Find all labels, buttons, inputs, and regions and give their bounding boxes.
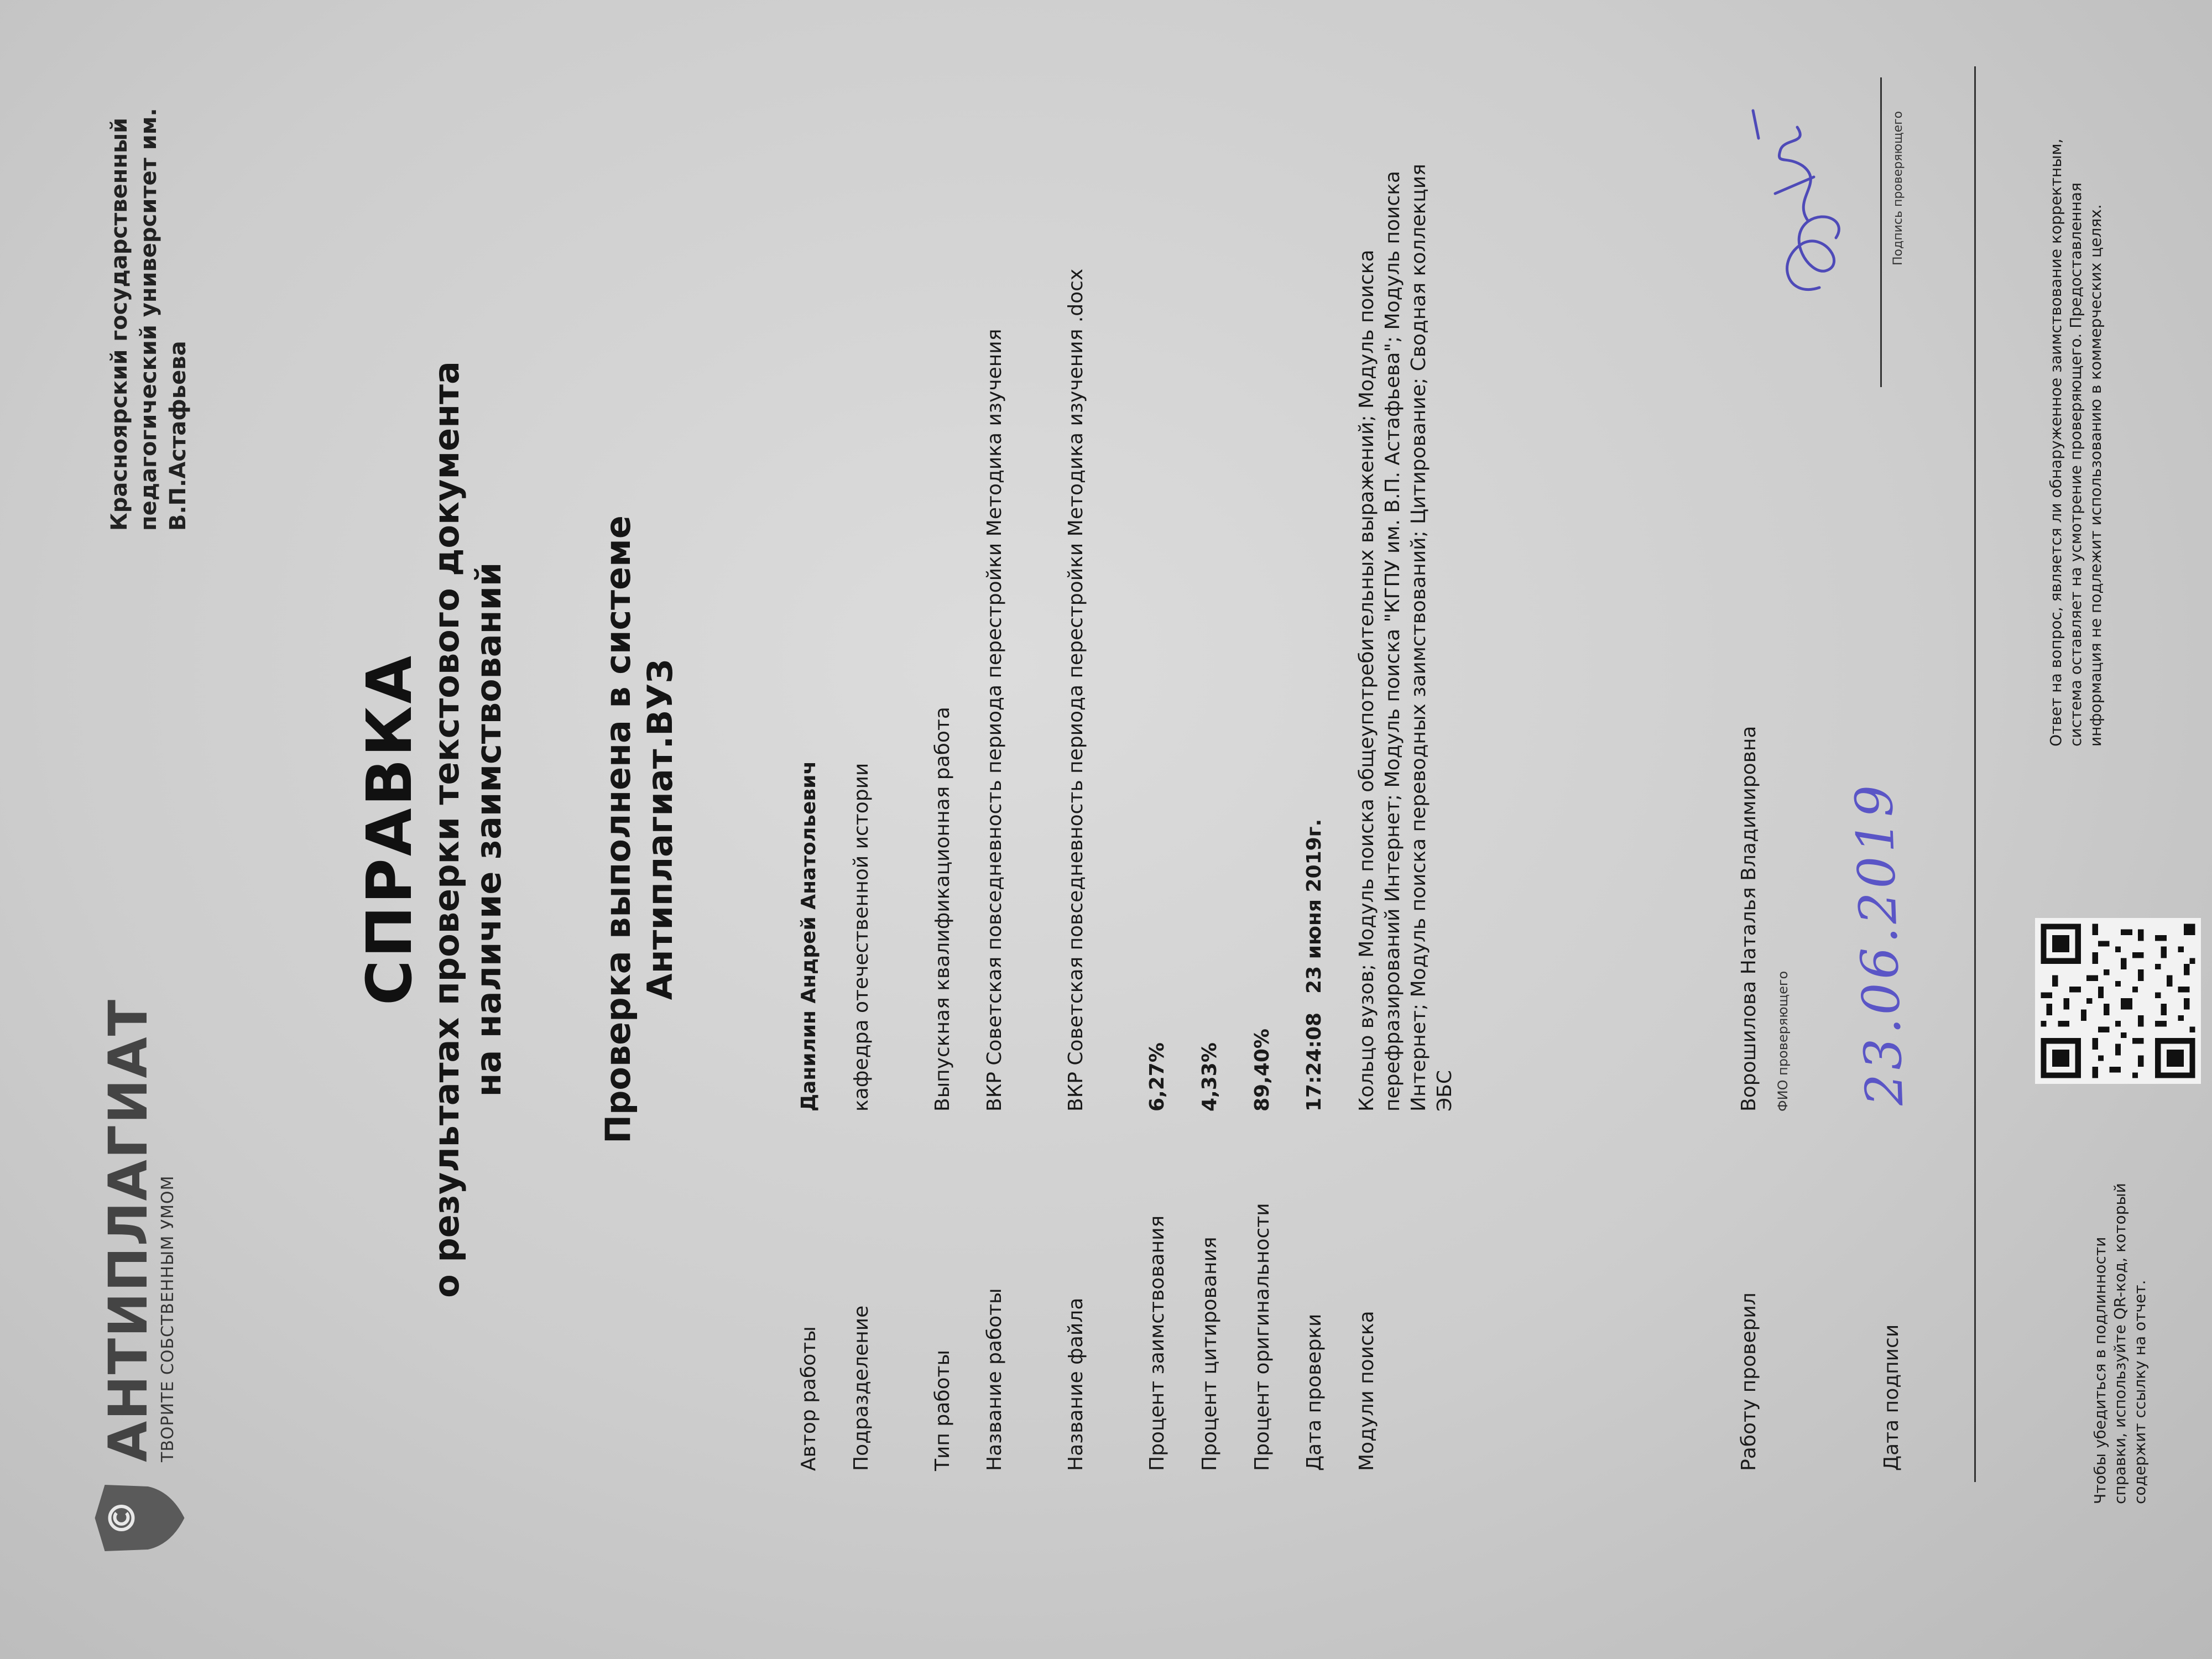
sign-date-label: Дата подписи	[1880, 1324, 1903, 1471]
handwritten-signature	[1742, 94, 1886, 304]
disclaimer: Ответ на вопрос, является ли обнаруженное заимствование корректным, система оставляет на усмотрение проверяющего. Предоставленная информация не подлежит использованию в коммерческих целях.	[2047, 138, 2105, 747]
field-value: 4,33%	[1198, 1042, 1221, 1112]
brand-name: АНТИПЛАГИАТ	[97, 998, 159, 1462]
field-label: Название работы	[983, 1288, 1006, 1471]
document-subtitle	[426, 0, 509, 1659]
field-label: Модули поиска	[1355, 1311, 1379, 1471]
system-statement	[597, 0, 681, 1659]
field-value: 89,40%	[1250, 1029, 1274, 1112]
field-value: Кольцо вузов; Модуль поиска общеупотребительных выражений; Модуль поиска перефразирований Интернет; Модуль поиска "КГПУ им. В.П. Астафьева"; Модуль поиска Интернет; Модуль поиска переводных заимствований; Цитирование; Сводная коллекция ЭБС	[1355, 164, 1456, 1112]
field-department	[849, 88, 875, 1471]
field-label: Подразделение	[849, 1305, 873, 1471]
qr-code-icon	[2035, 918, 2201, 1084]
field-value: Данилин Андрей Анатольевич	[797, 760, 820, 1112]
field-originality-percent	[1250, 88, 1276, 1471]
check-date: 23 июня 2019г.	[1303, 818, 1326, 994]
handwritten-sign-date: 23.06.2019	[1844, 780, 1915, 1107]
field-search-modules	[1354, 88, 1458, 1471]
field-file-name	[1063, 88, 1089, 1471]
check-time: 17:24:08	[1303, 1012, 1326, 1112]
field-label: Работу проверил	[1738, 1292, 1760, 1471]
field-check-date	[1302, 88, 1328, 1471]
university-name: Красноярский государственный педагогический университет им. В.П.Астафьева	[107, 108, 191, 531]
field-label: Автор работы	[797, 1326, 820, 1471]
field-label: Дата проверки	[1303, 1313, 1326, 1471]
system-line-1: Проверка выполнена в системе	[598, 515, 638, 1144]
report-fields	[796, 88, 1484, 1471]
brand-tagline: ТВОРИТЕ СОБСТВЕННЫМ УМОМ	[158, 1175, 178, 1462]
field-value	[1302, 88, 1328, 1112]
antiplagiat-logo	[88, 999, 191, 1559]
signature-caption: Подпись проверяющего	[1891, 111, 1905, 265]
field-value: ВКР Советская повседневность периода перестройки Методика изучения .docx	[1065, 268, 1088, 1112]
field-author	[796, 88, 822, 1471]
field-value: Выпускная квалификационная работа	[931, 707, 954, 1112]
field-value: ВКР Советская повседневность периода перестройки Методика изучения	[983, 328, 1006, 1112]
field-work-type	[930, 88, 956, 1471]
field-borrowing-percent	[1145, 88, 1171, 1471]
field-label: Тип работы	[931, 1350, 954, 1471]
field-value: кафедра отечественной истории	[849, 763, 873, 1112]
field-label: Процент заимствования	[1145, 1215, 1168, 1471]
footer-divider	[1974, 66, 1976, 1482]
subtitle-line-2: на наличие заимствований	[468, 562, 509, 1097]
checker-name-caption: ФИО проверяющего	[1775, 971, 1791, 1112]
system-line-2: Антиплагиат.ВУЗ	[639, 659, 680, 1000]
field-value: 6,27%	[1145, 1042, 1168, 1112]
shield-copyright-icon	[88, 1477, 191, 1559]
field-label: Процент цитирования	[1198, 1237, 1221, 1471]
signature-line	[1880, 77, 1882, 387]
field-label: Название файла	[1065, 1297, 1088, 1471]
subtitle-line-1: о результатах проверки текстового документа	[426, 361, 467, 1298]
field-label: Процент оригинальности	[1250, 1203, 1274, 1471]
field-work-title	[982, 88, 1008, 1471]
document-title: СПРАВКА	[354, 653, 426, 1006]
checker-name: Ворошилова Наталья Владимировна	[1738, 726, 1760, 1112]
field-citation-percent	[1197, 88, 1223, 1471]
qr-note: Чтобы убедиться в подлинности справки, используйте QR-код, который содержит ссылку на отчет.	[2091, 1183, 2149, 1504]
